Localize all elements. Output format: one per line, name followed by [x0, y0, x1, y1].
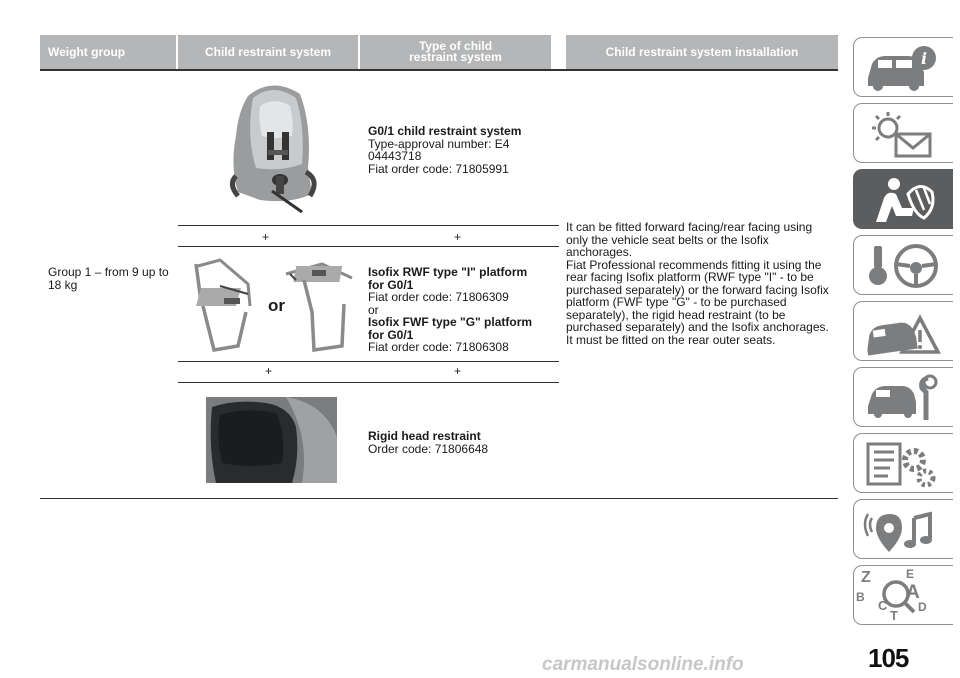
- specs-gear-icon: [862, 438, 942, 490]
- steering-key-icon: [862, 240, 942, 292]
- index-letter: Z: [861, 569, 871, 586]
- chapter-tab-multimedia[interactable]: [853, 499, 953, 559]
- plus-sign: +: [262, 230, 270, 244]
- index-letter: E: [906, 567, 915, 581]
- rwf-order-code: Fiat order code: 71806309: [368, 290, 509, 304]
- weight-group-line-1: Group 1 – from 9 up to: [48, 265, 169, 279]
- plus-sign: +: [454, 230, 462, 244]
- index-letter: C: [878, 598, 888, 613]
- head-restraint-order-code: Order code: 71806648: [368, 441, 489, 456]
- header-weight-group: [40, 35, 176, 69]
- row-divider-4: [178, 382, 559, 383]
- installation-line: rear facing Isofix platform (RWF type "I" - to be: [566, 270, 814, 284]
- installation-line: only the vehicle seat belts or the Isofix: [566, 232, 769, 247]
- header-child-restraint-label: Child restraint system: [204, 45, 332, 59]
- table-bottom-rule: [40, 498, 838, 499]
- weight-group-line-2: 18 kg: [48, 277, 78, 292]
- svg-text:i: i: [921, 49, 928, 68]
- rwf-platform-title-line-2: for G0/1: [368, 277, 414, 292]
- fwf-platform-title-line-1: Isofix FWF type "G" platform: [368, 315, 533, 329]
- isofix-platform-description: [368, 266, 532, 354]
- g01-seat-title: G0/1 child restraint system: [368, 124, 522, 138]
- g01-approval-code: 04443718: [368, 149, 422, 163]
- header-type-line-2: restraint system: [409, 50, 502, 64]
- chapter-tab-maintenance[interactable]: [853, 367, 953, 427]
- installation-line: purchased separately) and the Isofix anchorages.: [566, 320, 829, 334]
- installation-line: purchased separately) or the forward facing Isofix: [566, 282, 829, 297]
- chapter-tab-safety[interactable]: [853, 169, 953, 229]
- row-divider-1: [178, 225, 559, 226]
- rwf-platform-title-line-1: Isofix RWF type "I" platform: [368, 265, 528, 279]
- installation-line: Fiat Professional recommends fitting it using the: [566, 257, 822, 272]
- car-wrench-icon: [862, 372, 942, 424]
- header-installation: [566, 35, 838, 69]
- plus-sign: +: [265, 364, 273, 378]
- g01-approval-number: Type-approval number: E4: [368, 136, 510, 151]
- header-installation-label: Child restraint system installation: [605, 45, 799, 59]
- index-letter: D: [918, 600, 927, 614]
- installation-line: anchorages.: [566, 245, 633, 259]
- installation-description: [566, 221, 829, 346]
- index-letter: A: [906, 582, 920, 603]
- header-type-of-restraint: [360, 35, 551, 69]
- index-search-icon: [862, 570, 942, 622]
- isofix-fwf-platform-illustration: [282, 256, 357, 356]
- rigid-head-restraint-illustration: [206, 397, 337, 483]
- header-weight-group-label: Weight group: [48, 45, 126, 59]
- or-label: or: [268, 296, 285, 315]
- head-restraint-title: Rigid head restraint: [368, 429, 481, 443]
- header-child-restraint-system: [178, 35, 358, 69]
- isofix-rwf-platform-illustration: [190, 254, 265, 356]
- chapter-tab-technical-specs[interactable]: [853, 433, 953, 493]
- header-divider: [40, 69, 838, 71]
- installation-line: separately), the rigid head restraint (to be: [566, 307, 786, 322]
- fwf-order-code: Fiat order code: 71806308: [368, 340, 509, 354]
- warning-lights-icon: [862, 108, 942, 160]
- weight-group-cell: [48, 266, 169, 291]
- emergency-car-icon: [862, 306, 942, 358]
- index-letter: B: [856, 590, 865, 604]
- child-seat-illustration: [220, 76, 325, 216]
- index-letter: T: [890, 608, 898, 623]
- fwf-platform-title-line-2: for G0/1: [368, 327, 414, 342]
- head-restraint-description: [368, 430, 488, 455]
- installation-line: It can be fitted forward facing/rear facing using: [566, 220, 813, 234]
- header-type-line-1: Type of child: [418, 39, 493, 53]
- chapter-tab-warning-lights[interactable]: [853, 103, 953, 163]
- multimedia-icon: [862, 504, 942, 556]
- platform-or-text: or: [368, 302, 379, 317]
- page-number: 105: [868, 643, 909, 673]
- airbag-seat-icon: [862, 174, 942, 226]
- plus-sign: +: [454, 364, 462, 378]
- row-divider-2: [178, 246, 559, 247]
- chapter-tab-starting-driving[interactable]: [853, 235, 953, 295]
- g01-order-code: Fiat order code: 71805991: [368, 161, 509, 176]
- car-info-icon: [862, 42, 942, 94]
- watermark: carmanualsonline.info: [542, 654, 744, 675]
- chapter-tab-emergency[interactable]: [853, 301, 953, 361]
- installation-line: platform (FWF type "G" - to be purchased: [566, 295, 787, 309]
- g01-seat-description: [368, 125, 521, 175]
- installation-line: It must be fitted on the rear outer seats.: [566, 332, 776, 347]
- row-divider-3: [178, 361, 559, 362]
- chapter-tab-knowing-vehicle[interactable]: [853, 37, 953, 97]
